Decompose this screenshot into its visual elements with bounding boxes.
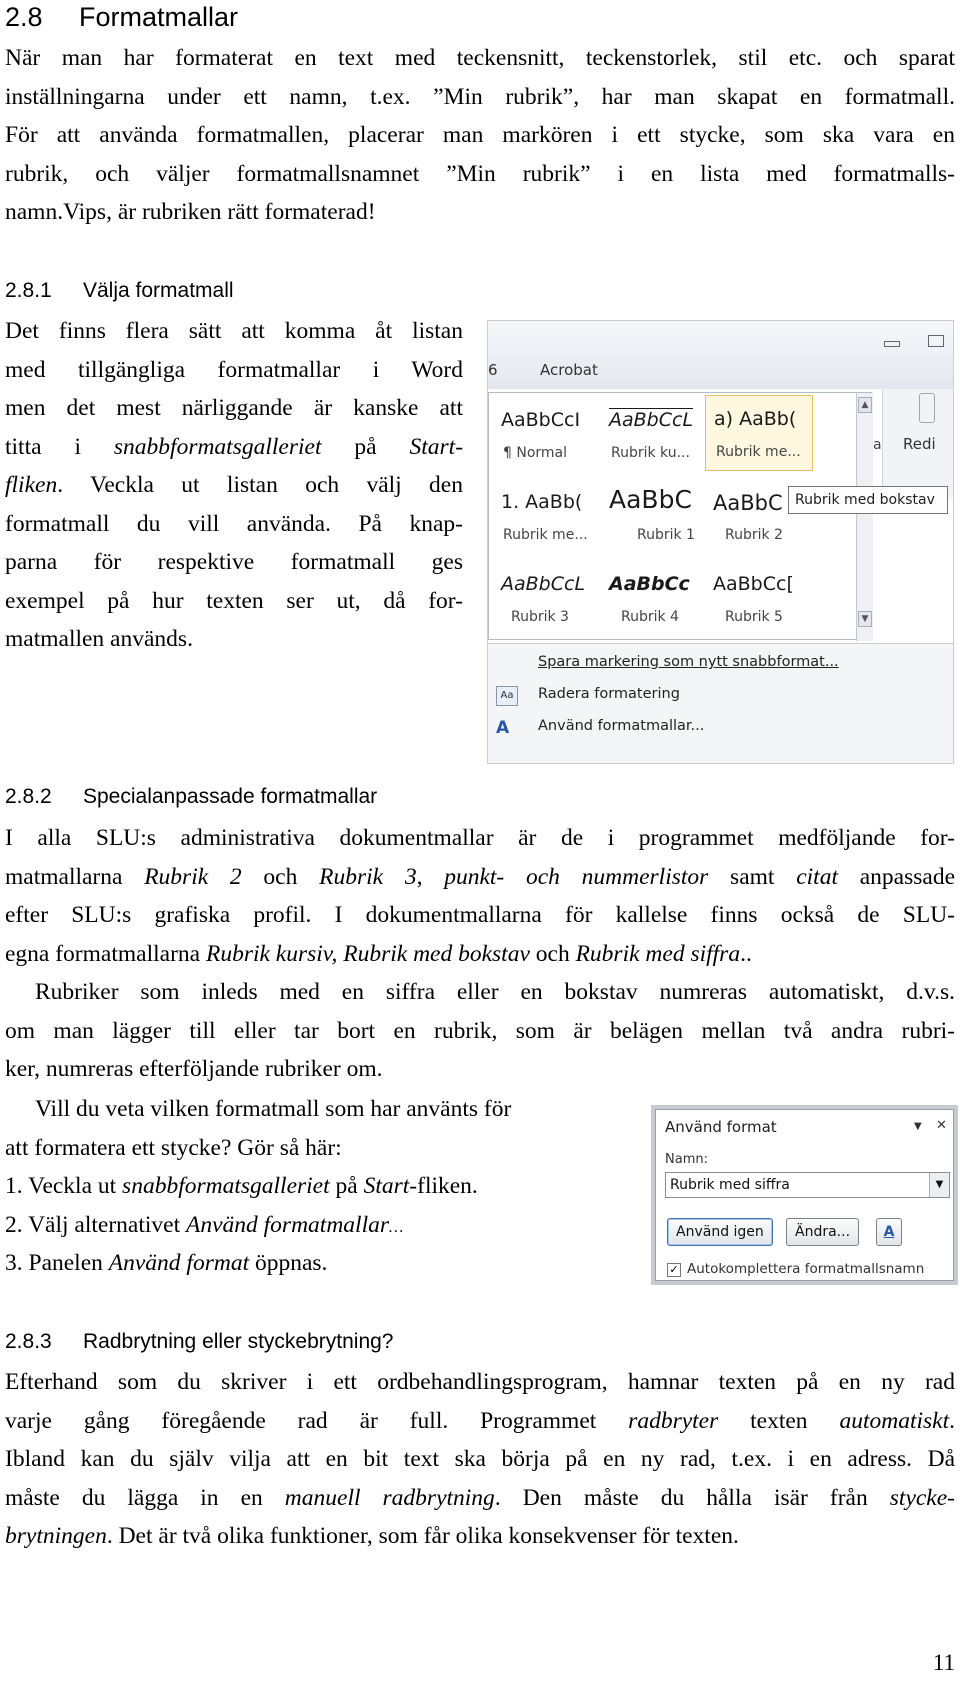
text-line [5, 1479, 955, 1518]
ribbon-fragment-a: a [873, 437, 882, 453]
style-label: Rubrik ku... [611, 445, 690, 461]
text-run: . Det är två olika funktioner, som får olika konsekvenser för texten. [106, 1523, 739, 1549]
scroll-down-icon[interactable]: ▼ [858, 611, 872, 627]
section-heading [5, 0, 238, 34]
style-tile-rubrik-3[interactable] [493, 561, 601, 637]
intro-line: rubrik, och väljer formatmallsnamnet ”Min rubrik” i en lista med formatmalls- [5, 160, 955, 187]
text-line [5, 1402, 955, 1441]
subsection-title: Specialanpassade formatmallar [83, 785, 378, 808]
text-run: . Veckla ut listan och välj den [57, 472, 463, 498]
text-run: texten [718, 1407, 840, 1434]
ribbon-fragment-redi[interactable]: Redi [903, 435, 936, 453]
text-run: 1. Veckla ut [5, 1173, 123, 1199]
text-run: och [529, 940, 576, 967]
text-line [5, 858, 955, 897]
intro-line: När man har formaterat en text med teckensnitt, teckenstorlek, stil etc. och sparat [5, 45, 955, 71]
text-line [5, 935, 955, 974]
ribbon-right-group [873, 389, 954, 499]
section-title: Formatmallar [79, 2, 239, 32]
style-sample: AaBbCcL [501, 573, 586, 595]
emphasis: Start- [409, 433, 464, 460]
text-line: med tillgängliga formatmallar i Word [5, 356, 463, 383]
text-run: på [321, 433, 410, 460]
style-label: ¶ Normal [503, 445, 568, 461]
menu-label: Spara markering som nytt snabbformat... [538, 654, 839, 670]
style-sample: AaBbCc [609, 573, 690, 595]
text-run: . Den måste du hålla isär från [494, 1484, 890, 1511]
emphasis: … [389, 1218, 404, 1236]
emphasis: snabbformatsgalleriet [113, 433, 322, 460]
style-tile-rubrik-kursiv[interactable] [601, 397, 709, 473]
text-run: titta i [5, 433, 114, 460]
minimize-icon[interactable] [884, 341, 900, 347]
text-run: egna formatmallarna [5, 940, 206, 967]
style-gallery-screenshot [487, 320, 954, 764]
step-1 [5, 1167, 635, 1206]
emphasis: brytningen [5, 1523, 107, 1549]
restore-icon[interactable] [928, 335, 944, 347]
emphasis: Start [363, 1173, 410, 1199]
apply-styles-icon: A [496, 718, 510, 738]
menu-item-save-selection[interactable] [538, 654, 839, 670]
paragraph-281 [5, 312, 463, 659]
text-line: matmallen används. [5, 626, 193, 652]
style-tile-rubrik-1[interactable] [601, 479, 709, 555]
scroll-up-icon[interactable]: ▲ [858, 397, 872, 413]
style-sample: AaBbCc[ [713, 573, 794, 595]
text-line: parna för respektive formatmall ges [5, 549, 463, 575]
ribbon-tab-acrobat[interactable]: Acrobat [540, 361, 598, 379]
modify-button[interactable]: Ändra... [786, 1218, 859, 1246]
subsection-heading-282 [5, 783, 377, 811]
style-label: Rubrik 4 [621, 609, 679, 625]
text-line: men det mest närliggande är kanske att [5, 395, 463, 421]
style-tile-rubrik-med-bokstav[interactable] [705, 395, 813, 471]
style-label: Rubrik 1 [637, 527, 695, 543]
text-line: att formatera ett stycke? Gör så här: [5, 1134, 342, 1161]
text-line: efter SLU:s grafiska profil. I dokumentmallarna för kallelse finns också de SLU- [5, 902, 955, 928]
text-line: om man lägger till eller tar bort en rubrik, som är belägen mellan två andra rubri- [5, 1017, 955, 1044]
text-run: och [241, 863, 320, 890]
menu-item-apply-styles[interactable] [538, 718, 704, 734]
text-line: Vill du veta vilken formatmall som har använts för [35, 1096, 512, 1122]
subsection-heading-283 [5, 1328, 394, 1356]
reapply-button[interactable]: Använd igen [667, 1218, 773, 1246]
text-run: samt [708, 863, 797, 890]
style-name-value: Rubrik med siffra [670, 1177, 790, 1193]
panel-title: Använd format [665, 1118, 777, 1136]
emphasis: Använd formatmallar [185, 1211, 389, 1238]
style-sample: a) AaBb( [714, 408, 797, 430]
style-label: Rubrik me... [716, 444, 801, 460]
gallery-menu [488, 643, 954, 764]
emphasis: Rubrik med siffra [575, 940, 741, 967]
text-run: anpassade [837, 863, 955, 890]
howto-paragraph [5, 1090, 635, 1283]
style-tooltip: Rubrik med bokstav [788, 486, 948, 514]
intro-line: För att använda formatmallen, placerar man markören i ett stycke, som ska vara en [5, 122, 955, 148]
text-run: . [949, 1407, 955, 1434]
menu-label: Använd formatmallar... [538, 718, 705, 734]
styles-pane-icon[interactable]: A [876, 1218, 902, 1246]
emphasis: fliken [5, 472, 58, 498]
ribbon-tab-fragment: 6 [488, 361, 498, 379]
menu-label: Radera formatering [538, 686, 680, 702]
style-label: Rubrik 5 [725, 609, 783, 625]
step-2 [5, 1206, 635, 1245]
style-sample: AaBbCcL [609, 409, 694, 431]
panel-dropdown-icon[interactable]: ▼ [914, 1121, 922, 1132]
emphasis: citat [796, 863, 838, 890]
subsection-heading-281 [5, 277, 234, 305]
gallery-scrollbar[interactable] [856, 393, 873, 641]
subsection-title: Välja formatmall [83, 279, 234, 302]
quick-styles-panel [488, 392, 872, 640]
style-label: Rubrik 2 [725, 527, 783, 543]
intro-line: inställningarna under ett namn, t.ex. ”Min rubrik”, har man skapat en formatmall. [5, 83, 955, 110]
subsection-number: 2.8.3 [5, 1330, 52, 1353]
intro-paragraph [5, 39, 955, 232]
text-run: på [329, 1173, 364, 1199]
subsection-title: Radbrytning eller styckebrytning? [83, 1330, 394, 1353]
emphasis: Rubrik kursiv, Rubrik med bokstav [205, 940, 530, 967]
clear-formatting-icon: Aa [496, 686, 518, 706]
paragraph-283 [5, 1363, 955, 1556]
style-name-combobox[interactable] [665, 1172, 950, 1198]
ribbon-strip [488, 321, 954, 389]
emphasis: Använd format [108, 1250, 250, 1276]
text-run: 2. Välj alternativet [5, 1211, 186, 1238]
step-3 [5, 1244, 635, 1283]
text-run: öppnas. [249, 1250, 328, 1276]
text-line [5, 428, 463, 467]
autocomplete-label: Autokomplettera formatmallsnamn [687, 1261, 925, 1277]
paragraph-282 [5, 819, 955, 1089]
section-number: 2.8 [5, 2, 43, 32]
page-number: 11 [932, 1650, 955, 1675]
text-run: -fliken. [409, 1173, 478, 1199]
intro-line: namn.Vips, är rubriken rätt formaterad! [5, 199, 376, 225]
text-line: Efterhand som du skriver i ett ordbehandlingsprogram, hamnar texten på en ny rad [5, 1369, 955, 1395]
emphasis: radbryter [628, 1407, 719, 1434]
text-line: formatmall du vill använda. På knap- [5, 510, 463, 537]
name-label: Namn: [665, 1152, 708, 1167]
text-run: varje gång föregående rad är full. Programmet [5, 1407, 629, 1434]
style-tile-rubrik-4[interactable] [601, 561, 709, 637]
apply-styles-panel [655, 1109, 954, 1281]
emphasis: snabbformatsgalleriet [122, 1173, 330, 1199]
style-tile-rubrik-5[interactable] [705, 561, 813, 637]
emphasis: Rubrik 3 [319, 863, 417, 890]
text-line [5, 1517, 955, 1556]
style-sample: AaBbC [713, 491, 783, 515]
style-label: Rubrik me... [503, 527, 588, 543]
apply-styles-panel-screenshot [651, 1105, 958, 1285]
emphasis: automatiskt [839, 1407, 950, 1434]
text-line [5, 466, 463, 505]
style-sample: 1. AaBb( [501, 491, 583, 513]
text-line: I alla SLU:s administrativa dokumentmallar är de i programmet medföljande for- [5, 825, 955, 851]
autocomplete-checkbox[interactable]: ✓ [667, 1263, 681, 1277]
style-tile-rubrik-med-siffra[interactable] [493, 479, 601, 555]
style-label: Rubrik 3 [511, 609, 569, 625]
text-run: , [416, 863, 445, 890]
style-sample: AaBbCcI [501, 409, 581, 431]
text-line: ker, numreras efterföljande rubriker om. [5, 1056, 383, 1082]
text-run: 3. Panelen [5, 1250, 109, 1276]
emphasis: Rubrik 2 [144, 863, 242, 890]
subsection-number: 2.8.2 [5, 785, 52, 808]
edit-icon[interactable] [919, 393, 935, 423]
text-run: matmallarna [5, 863, 145, 890]
chevron-down-icon[interactable]: ▼ [929, 1173, 949, 1197]
subsection-number: 2.8.1 [5, 279, 52, 302]
emphasis: punkt- och nummerlistor [444, 863, 709, 890]
text-run: måste du lägga in en [5, 1484, 285, 1511]
text-run: .. [740, 940, 752, 967]
close-icon[interactable]: ✕ [936, 1118, 947, 1133]
style-sample: AaBbC [609, 485, 692, 514]
style-tile-normal[interactable] [493, 397, 601, 473]
menu-item-clear-formatting[interactable] [538, 686, 680, 702]
text-line: Rubriker som inleds med en siffra eller en bokstav numreras automatiskt, d.v.s. [35, 979, 955, 1005]
emphasis: stycke- [889, 1484, 955, 1511]
text-line: Det finns flera sätt att komma åt listan [5, 318, 463, 344]
text-line: Ibland kan du själv vilja att en bit text ska börja på en ny rad, t.ex. i en adress. Då [5, 1446, 955, 1472]
text-line: exempel på hur texten ser ut, då for- [5, 587, 463, 614]
emphasis: manuell radbrytning [284, 1484, 495, 1511]
